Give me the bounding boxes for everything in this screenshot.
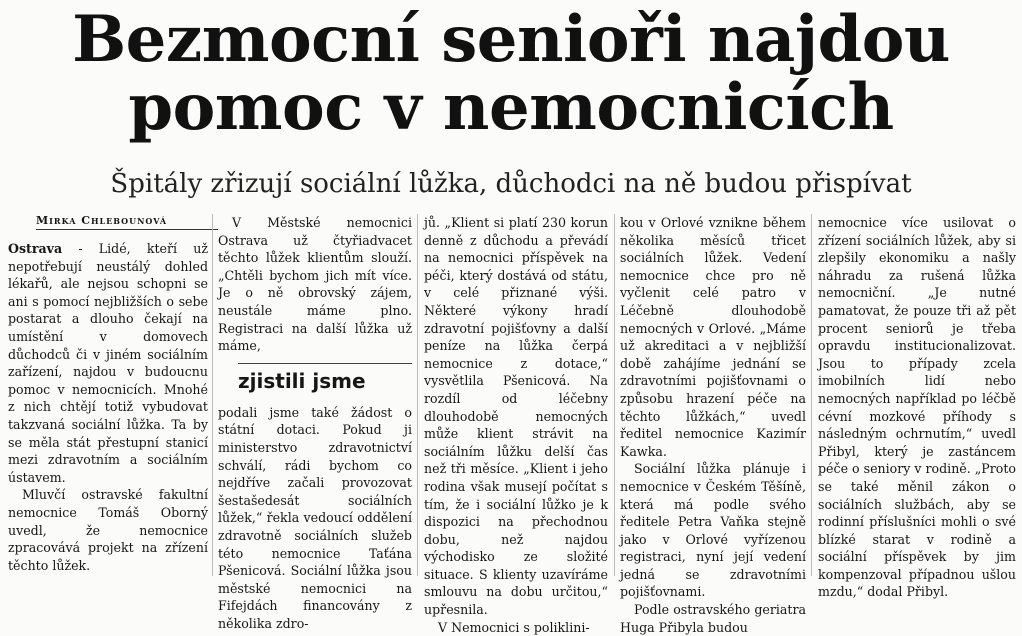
article-paragraph: jů. „Klient si platí 230 korun denně z důchodu a převádí na nemocnici příspěvek na péči, který dostává od státu, v celé přiznané výši. Některé výkony hradí zdravotní pojišťovny a další peníze na lůžka čerpá nemocnice z dotace,“ vysvětlila Pšenicová. Na rozdíl od léčebny dlouhodobě nemocných může klient strávit na sociálním lůžku delší čas než tři měsíce. „Klient i jeho rodina však musejí počítat s tím, že i sociální lůžko je k dispozici na přechodnou dobu, než najdou východisko ze složité situace. S klienty uzavíráme smlouvu na dobu určitou,“ upřesnila. (424, 215, 608, 618)
article-paragraph: nemocnice více usilovat o zřízení sociálních lůžek, aby si zlepšily ekonomiku a našly náhradu za rušená lůžka nemocniční. „Je nutné pamatovat, že pouze tři až pět procent seniorů je třeba opravdu institucionalizovat. Jsou to případy zcela imobilních lidí nebo nemocných například po léčbě cévní mozkové příhody s následným ochrnutím,“ uvedl Přibyl, který je zastáncem péče o seniory v rodině. „Proto se také měnil zákon o sociálních službách, aby se rodinní příslušníci mohli o své blízké starat v rodině a sociální příspěvek by jim kompenzoval případnou ušlou mzdu,“ dodal Přibyl. (818, 215, 1017, 600)
article-column-2 (218, 214, 412, 632)
article-column-3 (424, 214, 608, 636)
column-divider (811, 214, 812, 576)
dateline: Ostrava (8, 241, 63, 256)
article-paragraph: kou v Orlové vznikne během několika měsíců třicet sociálních lůžek. Vedení nemocnice chce pro ně vyčlenit celé patro v Léčebně dlouhodobě nemocných v Orlové. „Máme už akreditaci a v nejbližší době zahájíme jednání se zdravotními pojišťovnami o způsobu hrazení péče na těchto lůžkách,“ uvedl ředitel nemocnice Kazimír Kawka. (620, 215, 806, 459)
headline-line-1: Bezmocní senioři najdou (72, 2, 950, 77)
article-paragraph: Podle ostravského geriatra Huga Přibyla budou (620, 602, 806, 635)
article-column-5 (818, 214, 1016, 601)
article-paragraph: Mluvčí ostravské fakultní nemocnice Tomáš Oborný uvedl, že nemocnice zpracovává projekt na zřízení těchto lůžek. (8, 487, 208, 573)
column-divider (212, 214, 213, 576)
article-paragraph: Sociální lůžka plánuje i nemocnice v Českém Těšíně, která má podle svého ředitele Petra Vaňka stejně jako v Orlové vyřízenou registraci, nyní její vedení jedná se zdravotními pojišťovnami. (620, 461, 806, 600)
headline-line-2: pomoc v nemocnicích (128, 70, 894, 145)
headline (0, 2, 1022, 145)
column-divider (614, 214, 615, 576)
paragraph-text: - Lidé, kteří už nepotřebují neustálý dohled lékařů, ale nejsou schopni se ani s pomocí nejbližších o sebe postarat a dlouho čekají na umístění v domovech důchodců či v jiném sociálním zařízení, najdou v budoucnu pomoc v nemocnicích. Mnohé z nich chtějí totiž vybudovat takzvaná sociální lůžka. Ta by se měla stát přestupní stanicí mezi zdravotním a sociálním ústavem. (8, 241, 208, 485)
article-paragraph (8, 240, 208, 486)
article-column-1 (8, 240, 208, 574)
article-paragraph: podali jsme také žádost o státní dotaci. Pokud ji ministerstvo zdravotnictví schválí, rádi bychom co nejdříve začali provozovat šestašedesát sociálních lůžek,“ řekla vedoucí oddělení zdravotně sociálních služeb této nemocnice Taťána Pšenicová. Sociální lůžka jsou městské nemocnici na Fifejdách financovány z několika zdro- (218, 404, 412, 631)
article-paragraph: V Nemocnici s poliklini- (438, 619, 590, 635)
column-divider (417, 214, 418, 576)
pull-quote-label: zjistili jsme (238, 363, 412, 394)
byline: Mirka Chlebounová (36, 214, 218, 230)
article-paragraph: V Městské nemocnici Ostrava už čtyřiadvacet těchto lůžek klientům slouží. „Chtěli bychom jich mít více. Je o ně obrovský zájem, neustále máme plno. Registraci na další lůžka už máme, (218, 215, 412, 354)
article-column-4 (620, 214, 806, 636)
subheadline: Špitály zřizují sociální lůžka, důchodci na ně budou přispívat (110, 169, 912, 199)
